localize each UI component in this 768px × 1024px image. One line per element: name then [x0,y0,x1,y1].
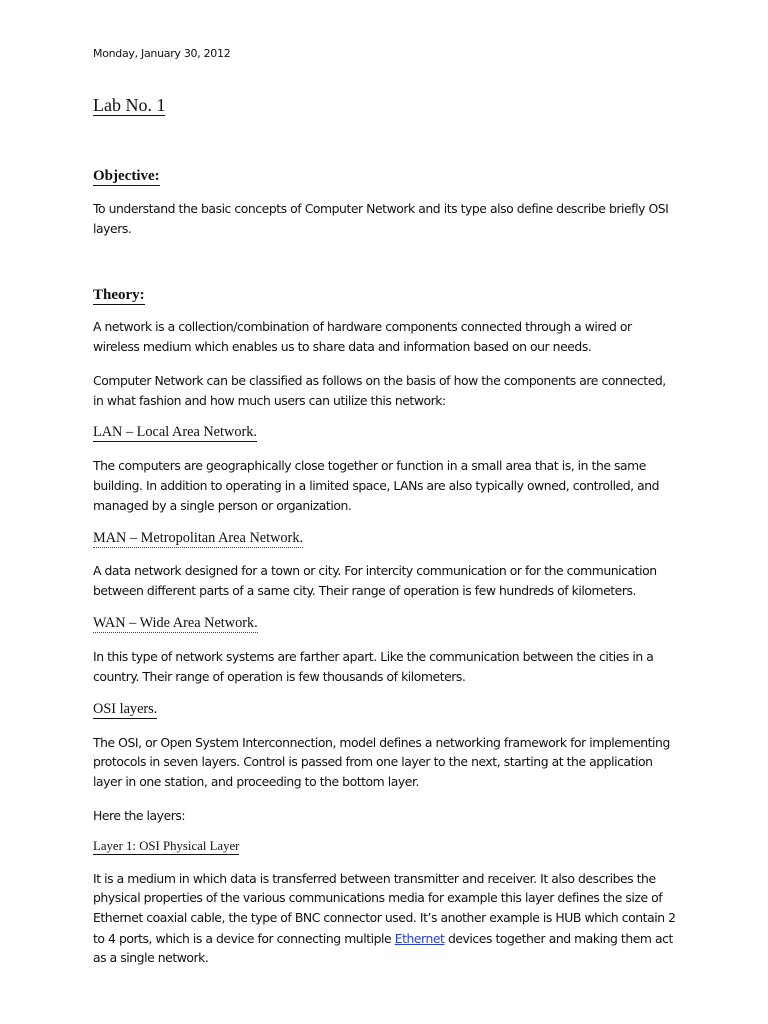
osi-here-layers: Here the layers: [93,808,186,823]
theory-para1-line-2: wireless medium which enables us to share data and information based on our needs. [93,339,592,354]
man-line-1: A data network designed for a town or city. For intercity communication or for the communication [93,563,657,578]
layer1-line-5: as a single network. [93,950,209,965]
wan-line-1: In this type of network systems are farther apart. Like the communication between the cities in a [93,649,654,664]
lan-line-1: The computers are geographically close together or function in a small area that is, in the same [93,458,646,473]
objective-line-2: layers. [93,221,132,236]
wan-heading: WAN – Wide Area Network. [93,615,258,631]
page-title: Lab No. 1 [93,95,166,115]
layer1-line-1: It is a medium in which data is transferred between transmitter and receiver. It also describes the [93,871,656,886]
theory-para1-line-1: A network is a collection/combination of hardware components connected through a wired or [93,319,632,334]
lan-line-2: building. In addition to operating in a limited space, LANs are also typically owned, controlled, and [93,478,660,493]
objective-line-1: To understand the basic concepts of Computer Network and its type also define describe briefly OSI [93,201,669,216]
layer1-line-4-start: to 4 ports, which is a device for connecting multiple [93,931,395,946]
lan-line-3: managed by a single person or organization. [93,498,352,513]
theory-para2-line-2: in what fashion and how much users can utilize this network: [93,393,446,408]
layer1-line-4-end: devices together and making them act [444,931,673,946]
man-line-2: between different parts of a same city. Their range of operation is few hundreds of kilometers. [93,583,636,598]
objective-heading: Objective: [93,168,160,184]
osi-heading: OSI layers. [93,701,158,717]
lan-heading: LAN – Local Area Network. [93,424,257,440]
document-date: Monday, January 30, 2012 [93,47,231,60]
wan-line-2: country. Their range of operation is few thousands of kilometers. [93,669,466,684]
theory-para2-line-1: Computer Network can be classified as follows on the basis of how the components are connected, [93,373,666,388]
osi-line-2: protocols in seven layers. Control is passed from one layer to the next, starting at the application [93,754,653,769]
layer1-line-4 [93,929,673,949]
osi-line-3: layer in one station, and proceeding to the bottom layer. [93,774,419,789]
osi-line-1: The OSI, or Open System Interconnection, model defines a networking framework for implementing [93,735,670,750]
theory-heading: Theory: [93,287,145,303]
layer1-heading: Layer 1: OSI Physical Layer [93,839,240,853]
ethernet-link[interactable]: Ethernet [394,931,445,946]
layer1-line-3: Ethernet coaxial cable, the type of BNC connector used. It’s another example is HUB which contain 2 [93,910,676,925]
layer1-line-2: physical properties of the various communications media for example this layer defines the size of [93,890,663,905]
man-heading: MAN – Metropolitan Area Network. [93,530,304,546]
